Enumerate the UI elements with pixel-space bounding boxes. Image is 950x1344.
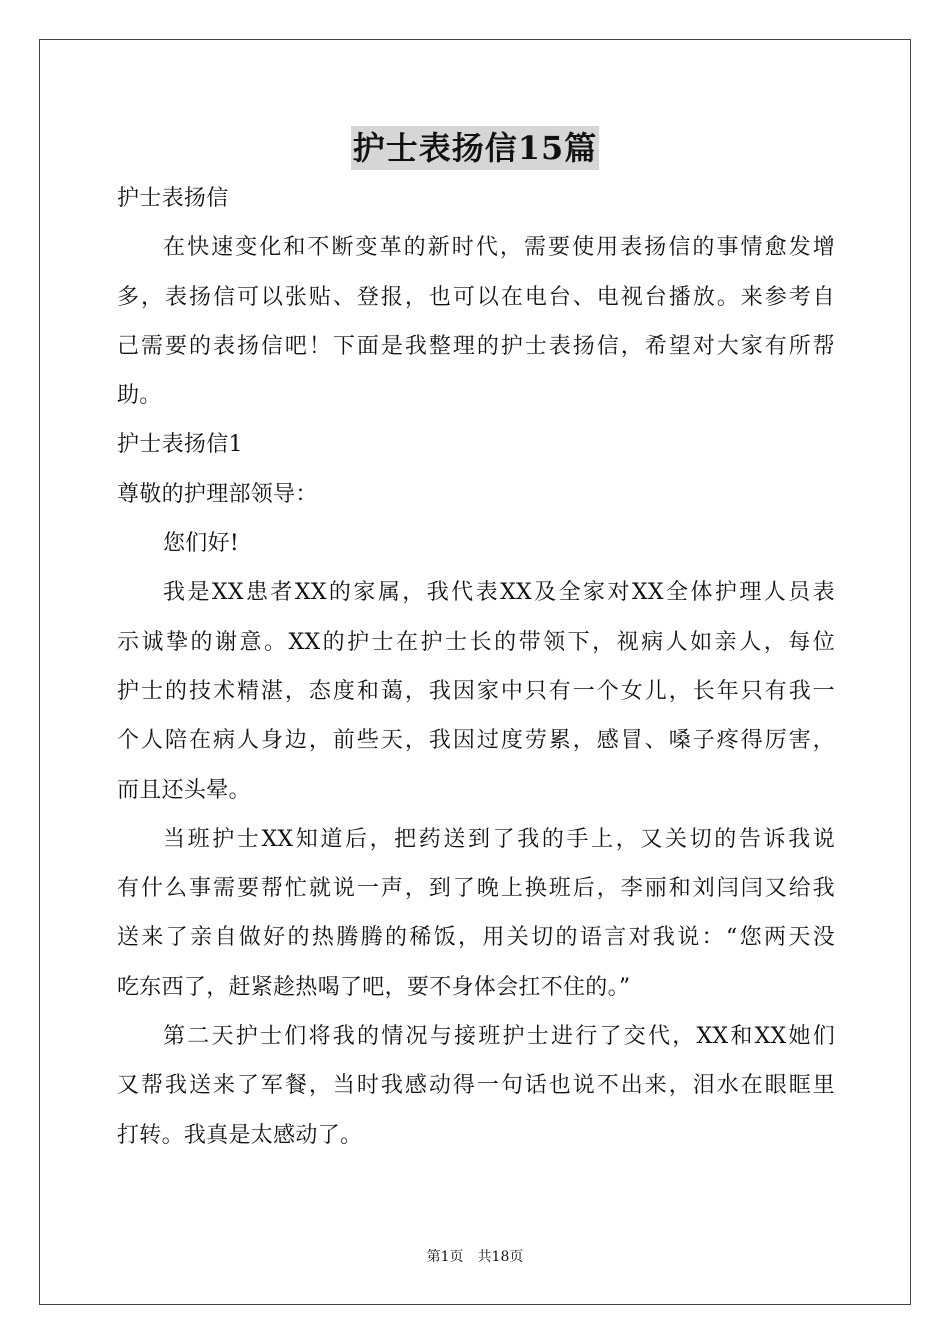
document-body: [117, 174, 835, 1160]
page-total: 共18页: [477, 1249, 524, 1265]
text-line: 第二天护士们将我的情况与接班护士进行了交代，XX和XX她们: [163, 1024, 835, 1050]
text-line: 护士的技术精湛，态度和蔼，我因家中只有一个女儿，长年只有我一: [117, 678, 835, 704]
text-line: 护士表扬信: [117, 186, 229, 211]
text-line: 己需要的表扬信吧！下面是我整理的护士表扬信，希望对大家有所帮: [117, 333, 835, 359]
text-line: 有什么事需要帮忙就说一声，到了晚上换班后，李丽和刘闫闫又给我: [117, 876, 835, 902]
text-line: 示诚挚的谢意。XX的护士在护士长的带领下，视病人如亲人，每位: [117, 629, 835, 655]
page-number: 第1页: [426, 1249, 464, 1265]
text-line: 您们好!: [163, 531, 240, 557]
text-line: 吃东西了，赶紧趁热喝了吧，要不身体会扛不住的。”: [117, 974, 631, 1000]
text-line: 而且还头晕。: [117, 777, 251, 803]
text-line: 在快速变化和不断变革的新时代，需要使用表扬信的事情愈发增: [163, 235, 835, 261]
text-line: 打转。我真是太感动了。: [117, 1122, 363, 1148]
text-line: 护士表扬信1: [117, 432, 243, 458]
text-line: 送来了亲自做好的热腾腾的稀饭，用关切的语言对我说：“您两天没: [117, 925, 835, 951]
document-title: 护士表扬信15篇: [351, 126, 600, 170]
text-line: 个人陪在病人身边，前些天，我因过度劳累，感冒、嗓子疼得厉害，: [117, 728, 835, 754]
text-line: 又帮我送来了军餐，当时我感动得一句话也说不出来，泪水在眼眶里: [117, 1073, 835, 1099]
text-line: 尊敬的护理部领导：: [117, 481, 318, 507]
text-line: 我是XX患者XX的家属，我代表XX及全家对XX全体护理人员表: [163, 580, 835, 606]
text-line: 多，表扬信可以张贴、登报，也可以在电台、电视台播放。来参考自: [117, 284, 835, 310]
page-footer: [0, 1247, 950, 1267]
title-container: [0, 126, 950, 170]
text-line: 助。: [117, 383, 162, 409]
text-line: 当班护士XX知道后，把药送到了我的手上，又关切的告诉我说: [163, 826, 835, 852]
